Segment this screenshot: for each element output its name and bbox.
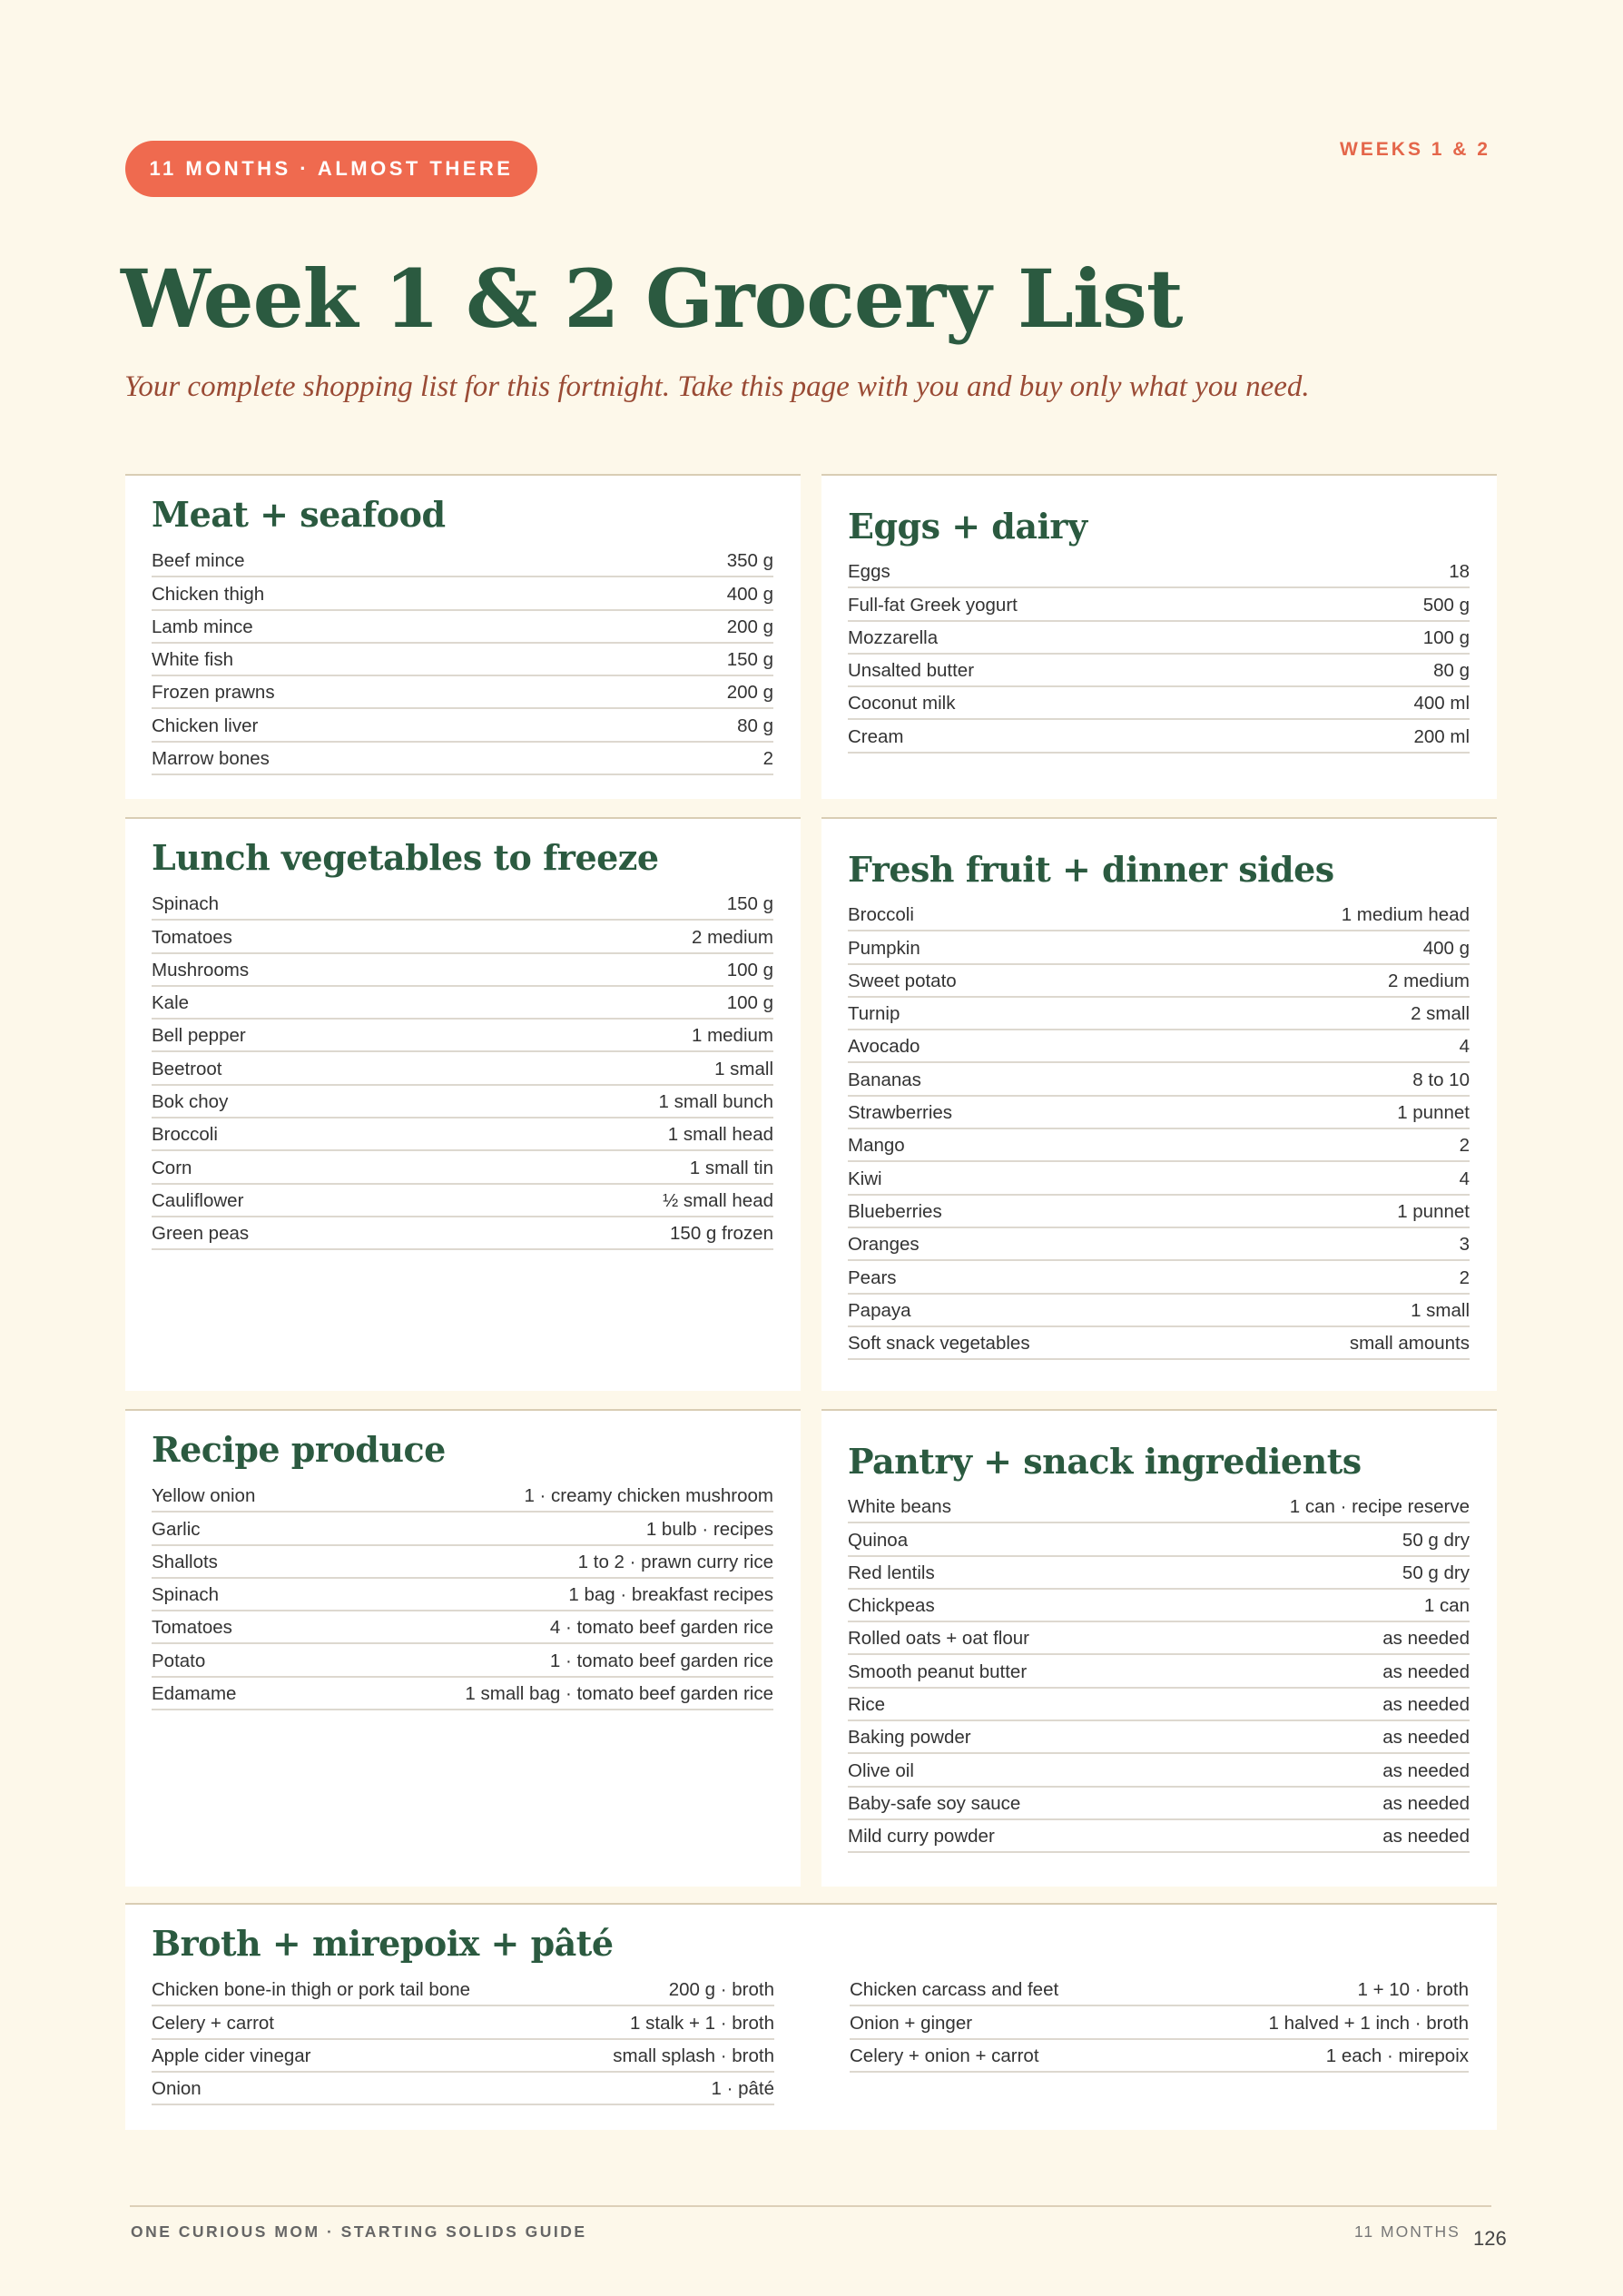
- item-quantity: 200 ml: [1413, 725, 1470, 747]
- item-quantity: 1 punnet: [1397, 1200, 1470, 1222]
- item-quantity: as needed: [1382, 1727, 1470, 1749]
- item-quantity: 8 to 10: [1412, 1069, 1470, 1090]
- item-name: Mozzarella: [848, 626, 939, 648]
- section-title: Fresh fruit + dinner sides: [848, 849, 1334, 890]
- item-name: Onion + ginger: [850, 2012, 973, 2034]
- item-quantity: 150 g: [726, 649, 773, 671]
- item-list-right: [850, 1974, 1469, 2073]
- list-item: [848, 1721, 1470, 1754]
- item-name: Spinach: [152, 893, 220, 915]
- list-item: [848, 998, 1470, 1030]
- list-item: [850, 2006, 1469, 2039]
- item-name: Celery + onion + carrot: [850, 2045, 1039, 2066]
- list-item: [848, 1655, 1470, 1688]
- item-quantity: 2: [762, 748, 773, 770]
- list-item: [848, 1228, 1470, 1261]
- item-name: Chickpeas: [848, 1595, 935, 1617]
- item-quantity: 1 small tin: [689, 1157, 773, 1178]
- list-item: [850, 2040, 1469, 2073]
- item-quantity: as needed: [1382, 1694, 1470, 1716]
- item-name: Onion: [152, 2078, 202, 2100]
- item-quantity: 1 stalk + 1 · broth: [630, 2012, 774, 2034]
- item-quantity: 3: [1459, 1234, 1470, 1256]
- section-title: Pantry + snack ingredients: [848, 1441, 1362, 1482]
- item-quantity: 1 small: [714, 1058, 773, 1079]
- card-eggs-dairy: [821, 474, 1497, 799]
- item-quantity: 2 small: [1411, 1003, 1470, 1025]
- item-quantity: 1 can: [1423, 1595, 1470, 1617]
- item-name: Blueberries: [848, 1200, 942, 1222]
- item-list: [152, 888, 773, 1250]
- list-item: [152, 1185, 773, 1217]
- list-item: [848, 1590, 1470, 1622]
- item-quantity: 1 can · recipe reserve: [1289, 1496, 1470, 1518]
- list-item: [152, 611, 773, 644]
- list-item: [848, 1491, 1470, 1523]
- section-title: Recipe produce: [152, 1429, 446, 1470]
- card-fresh-fruit: [821, 817, 1497, 1391]
- item-name: Bell pepper: [152, 1025, 246, 1047]
- item-quantity: small splash · broth: [613, 2045, 774, 2066]
- item-name: Eggs: [848, 561, 890, 583]
- list-item: [152, 1217, 773, 1250]
- item-quantity: 1 medium head: [1341, 904, 1470, 926]
- item-quantity: 100 g: [726, 992, 773, 1014]
- list-item: [848, 1689, 1470, 1721]
- item-name: Tomatoes: [152, 926, 232, 948]
- section-title: Lunch vegetables to freeze: [152, 837, 659, 878]
- item-quantity: 4: [1459, 1036, 1470, 1058]
- item-quantity: 4: [1459, 1168, 1470, 1189]
- item-quantity: 1 small bunch: [658, 1091, 773, 1113]
- item-name: Chicken liver: [152, 714, 259, 736]
- item-quantity: 1 small: [1411, 1299, 1470, 1321]
- item-quantity: 1 · pâté: [711, 2078, 774, 2100]
- item-name: Broccoli: [848, 904, 914, 926]
- item-name: Rolled oats + oat flour: [848, 1628, 1029, 1650]
- item-name: Rice: [848, 1694, 886, 1716]
- item-name: Corn: [152, 1157, 192, 1178]
- list-item: [152, 1579, 773, 1611]
- card-broth-mirepoix: [125, 1903, 1497, 2130]
- item-name: Chicken thigh: [152, 583, 265, 605]
- list-item: [152, 1151, 773, 1184]
- list-item: [848, 556, 1470, 588]
- list-item: [152, 1118, 773, 1151]
- item-quantity: 1 bag · breakfast recipes: [568, 1584, 773, 1606]
- list-item: [848, 1557, 1470, 1590]
- list-item: [152, 1546, 773, 1579]
- item-list: [152, 1480, 773, 1710]
- list-item: [848, 899, 1470, 931]
- section-title: Broth + mirepoix + pâté: [152, 1923, 614, 1964]
- list-item: [848, 1097, 1470, 1129]
- list-item: [152, 545, 773, 577]
- item-name: Lamb mince: [152, 616, 253, 637]
- item-name: Beetroot: [152, 1058, 222, 1079]
- item-quantity: 1 small bag · tomato beef garden rice: [465, 1683, 773, 1705]
- item-quantity: 100 g: [1422, 626, 1470, 648]
- list-item: [152, 644, 773, 676]
- item-list: [848, 1491, 1470, 1853]
- list-item: [152, 921, 773, 953]
- list-item: [848, 1030, 1470, 1063]
- item-name: Baby-safe soy sauce: [848, 1792, 1021, 1814]
- item-name: Kiwi: [848, 1168, 882, 1189]
- item-name: Soft snack vegetables: [848, 1333, 1030, 1355]
- list-item: [848, 655, 1470, 687]
- list-item: [848, 1327, 1470, 1360]
- item-name: Strawberries: [848, 1102, 953, 1124]
- item-name: Smooth peanut butter: [848, 1660, 1028, 1682]
- item-name: Papaya: [848, 1299, 911, 1321]
- list-item: [848, 1162, 1470, 1195]
- item-quantity: ½ small head: [663, 1189, 773, 1211]
- item-name: Olive oil: [848, 1759, 914, 1781]
- list-item: [152, 2073, 774, 2105]
- list-item: [152, 743, 773, 775]
- list-item: [152, 1020, 773, 1052]
- age-badge: 11 MONTHS · ALMOST THERE: [125, 141, 537, 197]
- card-pantry-snack: [821, 1409, 1497, 1887]
- item-list-left: [152, 1974, 774, 2105]
- footer-divider: [130, 2205, 1491, 2207]
- card-meat-seafood: [125, 474, 801, 799]
- item-name: Cauliflower: [152, 1189, 244, 1211]
- card-recipe-produce: [125, 1409, 801, 1887]
- item-quantity: 2: [1459, 1266, 1470, 1288]
- item-name: Potato: [152, 1650, 206, 1671]
- card-lunch-vegetables: [125, 817, 801, 1391]
- list-item: [848, 1622, 1470, 1655]
- item-list: [848, 899, 1470, 1360]
- list-item: [848, 1129, 1470, 1162]
- item-quantity: 500 g: [1422, 594, 1470, 616]
- item-name: Apple cider vinegar: [152, 2045, 311, 2066]
- list-item: [152, 2006, 774, 2039]
- item-name: Mild curry powder: [848, 1826, 995, 1848]
- item-name: Green peas: [152, 1223, 250, 1245]
- item-quantity: 1 · creamy chicken mushroom: [524, 1485, 773, 1507]
- item-name: Mushrooms: [152, 959, 250, 980]
- item-name: Yellow onion: [152, 1485, 256, 1507]
- item-quantity: 1 · tomato beef garden rice: [549, 1650, 773, 1671]
- item-quantity: as needed: [1382, 1660, 1470, 1682]
- list-item: [152, 709, 773, 742]
- item-name: Sweet potato: [848, 970, 957, 991]
- item-quantity: 1 punnet: [1397, 1102, 1470, 1124]
- item-quantity: 2 medium: [691, 926, 773, 948]
- section-title: Eggs + dairy: [848, 506, 1087, 547]
- item-name: Red lentils: [848, 1562, 935, 1583]
- list-item: [848, 1196, 1470, 1228]
- footer-guide-name: ONE CURIOUS MOM · STARTING SOLIDS GUIDE: [131, 2222, 587, 2241]
- item-quantity: 150 g frozen: [670, 1223, 773, 1245]
- list-item: [848, 588, 1470, 621]
- list-item: [152, 1480, 773, 1513]
- section-title: Meat + seafood: [152, 494, 446, 535]
- list-item: [850, 1974, 1469, 2006]
- list-item: [848, 1063, 1470, 1096]
- list-item: [152, 954, 773, 987]
- item-list: [848, 556, 1470, 754]
- item-name: Bananas: [848, 1069, 921, 1090]
- item-quantity: 18: [1449, 561, 1470, 583]
- item-name: Avocado: [848, 1036, 920, 1058]
- page-title: Week 1 & 2 Grocery List: [121, 251, 1183, 346]
- list-item: [152, 1644, 773, 1677]
- item-quantity: 1 bulb · recipes: [645, 1518, 773, 1540]
- list-item: [152, 1052, 773, 1085]
- item-quantity: 1 small head: [667, 1124, 773, 1146]
- item-quantity: small amounts: [1349, 1333, 1470, 1355]
- item-quantity: as needed: [1382, 1792, 1470, 1814]
- list-item: [848, 687, 1470, 720]
- item-name: Oranges: [848, 1234, 920, 1256]
- item-name: Pumpkin: [848, 937, 920, 959]
- item-quantity: 1 each · mirepoix: [1325, 2045, 1469, 2066]
- item-name: Bok choy: [152, 1091, 229, 1113]
- list-item: [152, 2040, 774, 2073]
- item-name: Baking powder: [848, 1727, 971, 1749]
- item-name: Unsalted butter: [848, 660, 975, 682]
- item-name: Spinach: [152, 1584, 220, 1606]
- item-name: Tomatoes: [152, 1617, 232, 1639]
- item-name: Marrow bones: [152, 748, 270, 770]
- list-item: [848, 1788, 1470, 1820]
- item-quantity: 2: [1459, 1135, 1470, 1157]
- list-item: [152, 676, 773, 709]
- item-quantity: as needed: [1382, 1759, 1470, 1781]
- item-name: Quinoa: [848, 1529, 909, 1551]
- item-quantity: 200 g: [726, 682, 773, 704]
- item-quantity: 1 + 10 · broth: [1357, 1979, 1469, 2001]
- list-item: [152, 1678, 773, 1710]
- list-item: [152, 1611, 773, 1644]
- item-quantity: 100 g: [726, 959, 773, 980]
- list-item: [848, 1261, 1470, 1294]
- weeks-tag: WEEKS 1 & 2: [1339, 139, 1490, 160]
- item-name: Celery + carrot: [152, 2012, 275, 2034]
- item-name: Shallots: [152, 1551, 218, 1572]
- item-quantity: 350 g: [726, 550, 773, 572]
- item-quantity: 400 g: [1422, 937, 1470, 959]
- list-item: [848, 622, 1470, 655]
- item-quantity: 80 g: [1433, 660, 1470, 682]
- item-quantity: as needed: [1382, 1628, 1470, 1650]
- item-name: White beans: [848, 1496, 951, 1518]
- item-quantity: as needed: [1382, 1826, 1470, 1848]
- list-item: [152, 1513, 773, 1545]
- item-name: Beef mince: [152, 550, 245, 572]
- item-quantity: 2 medium: [1387, 970, 1470, 991]
- item-quantity: 400 ml: [1413, 693, 1470, 714]
- item-name: Full-fat Greek yogurt: [848, 594, 1018, 616]
- list-item: [152, 577, 773, 610]
- item-quantity: 200 g · broth: [668, 1979, 774, 2001]
- item-name: Turnip: [848, 1003, 900, 1025]
- item-list: [152, 545, 773, 775]
- item-name: Broccoli: [152, 1124, 218, 1146]
- item-name: Pears: [848, 1266, 897, 1288]
- list-item: [848, 720, 1470, 753]
- page-subtitle: Your complete shopping list for this fortnight. Take this page with you and buy only what you need.: [124, 370, 1310, 403]
- item-name: Frozen prawns: [152, 682, 275, 704]
- list-item: [152, 888, 773, 921]
- list-item: [848, 1295, 1470, 1327]
- item-quantity: 1 halved + 1 inch · broth: [1268, 2012, 1469, 2034]
- item-quantity: 1 medium: [691, 1025, 773, 1047]
- item-quantity: 200 g: [726, 616, 773, 637]
- item-name: Coconut milk: [848, 693, 956, 714]
- item-name: Chicken bone-in thigh or pork tail bone: [152, 1979, 470, 2001]
- item-quantity: 400 g: [726, 583, 773, 605]
- list-item: [848, 1523, 1470, 1556]
- item-name: Mango: [848, 1135, 905, 1157]
- page-number: 126: [1473, 2227, 1507, 2250]
- item-quantity: 50 g dry: [1402, 1529, 1470, 1551]
- list-item: [848, 931, 1470, 964]
- item-quantity: 50 g dry: [1402, 1562, 1470, 1583]
- item-name: Kale: [152, 992, 190, 1014]
- item-name: Edamame: [152, 1683, 237, 1705]
- item-quantity: 1 to 2 · prawn curry rice: [577, 1551, 773, 1572]
- item-quantity: 150 g: [726, 893, 773, 915]
- item-name: Cream: [848, 725, 904, 747]
- item-name: White fish: [152, 649, 233, 671]
- footer-section-label: 11 MONTHS: [1354, 2222, 1461, 2241]
- list-item: [152, 1974, 774, 2006]
- item-quantity: 80 g: [737, 714, 773, 736]
- item-name: Garlic: [152, 1518, 201, 1540]
- list-item: [152, 987, 773, 1020]
- item-quantity: 4 · tomato beef garden rice: [549, 1617, 773, 1639]
- list-item: [848, 965, 1470, 998]
- item-name: Chicken carcass and feet: [850, 1979, 1059, 2001]
- list-item: [848, 1820, 1470, 1853]
- list-item: [152, 1086, 773, 1118]
- list-item: [848, 1754, 1470, 1787]
